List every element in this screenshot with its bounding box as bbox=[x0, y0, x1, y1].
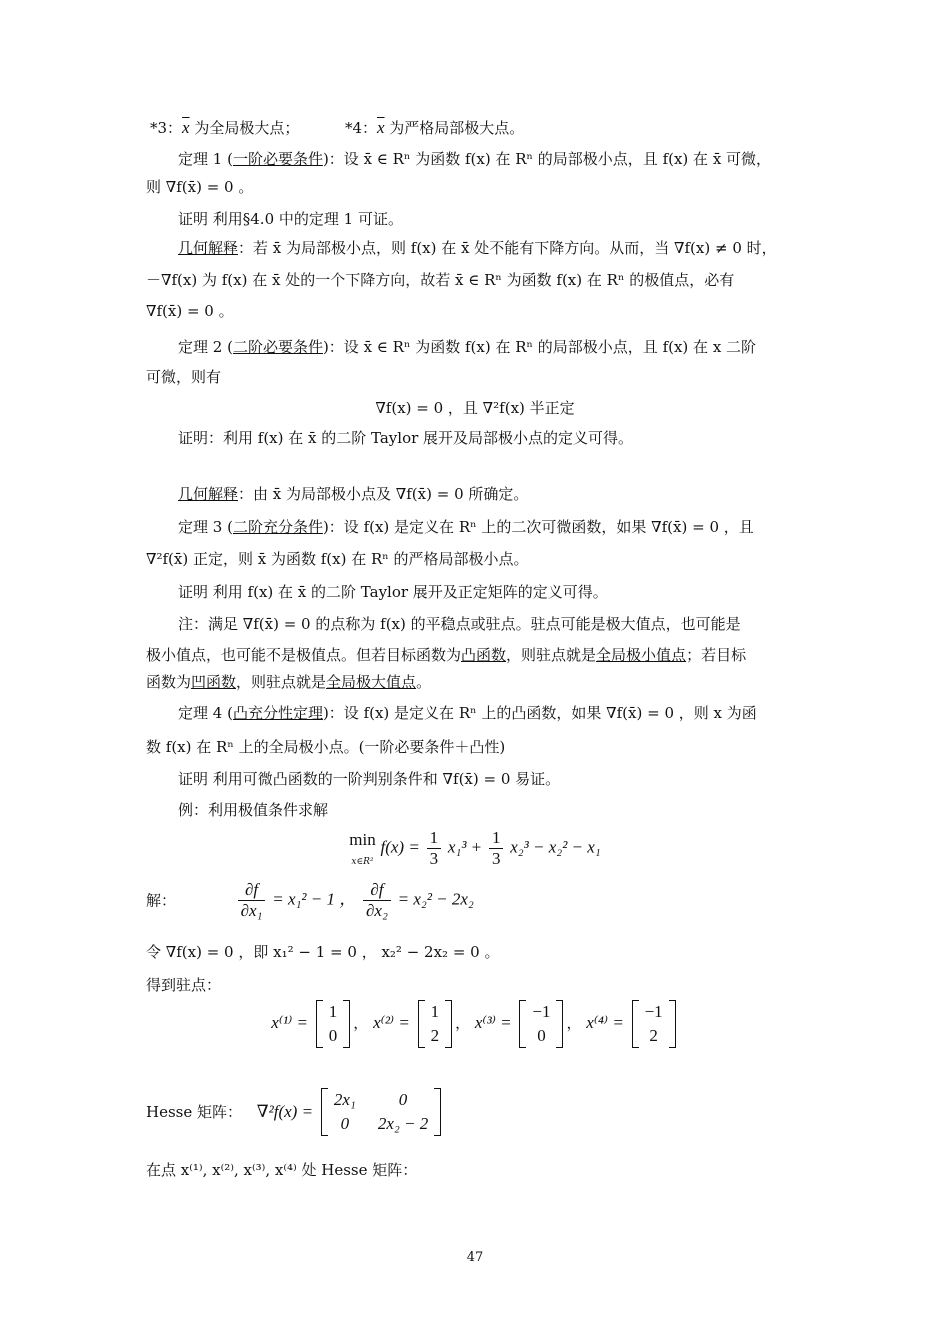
theorem-2-name: 二阶必要条件 bbox=[232, 338, 323, 356]
theorem-4: 定理 4 (凸充分性定理)：设 f(x) 是定义在 Rⁿ 上的凸函数，如果 ∇f(x̄) = 0 ，则 x 为函 bbox=[178, 704, 757, 722]
vector-x4: −1 2 bbox=[632, 1000, 676, 1048]
proof-2: 证明：利用 f(x) 在 x̄ 的二阶 Taylor 展开及局部极小点的定义可得。 bbox=[178, 429, 634, 447]
theorem-4-name: 凸充分性定理 bbox=[232, 704, 323, 722]
hesse-at-points: 在点 x⁽¹⁾, x⁽²⁾, x⁽³⁾, x⁽⁴⁾ 处 Hesse 矩阵： bbox=[146, 1161, 418, 1179]
theorem-1-name: 一阶必要条件 bbox=[232, 150, 323, 168]
hesse-matrix-line: Hesse 矩阵： ∇²f(x) = 2x₁ 0 0 2x₂ − 2 bbox=[146, 1088, 810, 1148]
geometric-interpretation-1: 几何解释：若 x̄ 为局部极小点，则 f(x) 在 x̄ 处不能有下降方向。从而，当 ∇f(x) ≠ 0 时， bbox=[178, 239, 777, 257]
hesse-matrix: 2x₁ 0 0 2x₂ − 2 bbox=[321, 1088, 441, 1136]
example-objective: min x∈R² f(x) = $\frac{1}{3}$ x₁³ + $\frac{1}{3}$ x₂³ − x₂² − x₁ bbox=[349, 828, 601, 868]
example-heading: 例：利用极值条件求解 bbox=[178, 801, 329, 819]
vector-x3: −1 0 bbox=[519, 1000, 563, 1048]
theorem-2-equation: ∇f(x) = 0 ，且 ∇²f(x) 半正定 bbox=[375, 399, 575, 417]
item-3-label: *3： bbox=[150, 119, 183, 137]
theorem-3: 定理 3 (二阶充分条件)：设 f(x) 是定义在 Rⁿ 上的二次可微函数，如果 ∇f(x̄) = 0 ，且 bbox=[178, 518, 754, 536]
geo-2-label: 几何解释 bbox=[178, 485, 239, 503]
proof-4: 证明 利用可微凸函数的一阶判别条件和 ∇f(x̄) = 0 易证。 bbox=[178, 770, 561, 788]
note-cont2: 函数为凹函数，则驻点就是全局极大值点。 bbox=[146, 673, 432, 691]
line-max-points bbox=[150, 118, 810, 138]
x-bar-symbol: $\overline{x}$ bbox=[376, 118, 385, 137]
vector-x1: 1 0 bbox=[316, 1000, 351, 1048]
geo-1-cont: －∇f(x) 为 f(x) 在 x̄ 处的一个下降方向，故若 x̄ ∈ Rⁿ 为函数 f(x) 在 Rⁿ 的极值点，必有 bbox=[146, 271, 735, 289]
note: 注：满足 ∇f(x̄) = 0 的点称为 f(x) 的平稳点或驻点。驻点可能是极大值点，也可能是 bbox=[178, 615, 741, 633]
geometric-interpretation-2: 几何解释：由 x̄ 为局部极小点及 ∇f(x̄) = 0 所确定。 bbox=[178, 485, 529, 503]
item-3-text: 为全局极大点； bbox=[189, 119, 300, 137]
solution-label: 解： bbox=[146, 891, 177, 910]
note-cont: 极小值点，也可能不是极值点。但若目标函数为凸函数，则驻点就是全局极小值点；若目标 bbox=[146, 646, 747, 664]
item-4-text: 为严格局部极大点。 bbox=[384, 119, 525, 137]
geo-1-cont2: ∇f(x̄) = 0 。 bbox=[146, 302, 234, 320]
theorem-1: 定理 1 (一阶必要条件)：设 x̄ ∈ Rⁿ 为函数 f(x) 在 Rⁿ 的局部极小点，且 f(x) 在 x̄ 可微， bbox=[178, 150, 772, 168]
theorem-4-cont: 数 f(x) 在 Rⁿ 上的全局极小点。(一阶必要条件＋凸性) bbox=[146, 738, 506, 756]
hesse-label: Hesse 矩阵： bbox=[146, 1103, 242, 1121]
theorem-1-cont: 则 ∇f(x̄) = 0 。 bbox=[146, 178, 254, 196]
x-bar-symbol: $\overline{x}$ bbox=[182, 118, 190, 137]
solution-partials: 解： $\frac{\partial f}{\text{∂x₁}}$ = x₁² − 1 ， $\frac{\partial f}{\text{∂x₂}}$ = x₂² − 2x₂ bbox=[146, 880, 474, 920]
set-gradient-zero: 令 ∇f(x) = 0 ，即 x₁² − 1 = 0 ， x₂² − 2x₂ = 0 。 bbox=[146, 943, 500, 961]
stationary-points: x⁽¹⁾ = 1 0 ， x⁽²⁾ = 1 2 ， x⁽³⁾ = −1 0 ， x⁽⁴⁾ = −1 2 bbox=[0, 1000, 950, 1048]
theorem-2-cont: 可微，则有 bbox=[146, 368, 222, 386]
theorem-3-name: 二阶充分条件 bbox=[232, 518, 323, 536]
stationary-heading: 得到驻点： bbox=[146, 976, 222, 994]
theorem-3-cont: ∇²f(x̄) 正定，则 x̄ 为函数 f(x) 在 Rⁿ 的严格局部极小点。 bbox=[146, 550, 529, 568]
vector-x2: 1 2 bbox=[418, 1000, 453, 1048]
theorem-2: 定理 2 (二阶必要条件)：设 x̄ ∈ Rⁿ 为函数 f(x) 在 Rⁿ 的局部极小点，且 f(x) 在 x 二阶 bbox=[178, 338, 757, 356]
proof-1: 证明 利用§4.0 中的定理 1 可证。 bbox=[178, 210, 403, 228]
page-number: 47 bbox=[466, 1250, 484, 1265]
proof-3: 证明 利用 f(x) 在 x̄ 的二阶 Taylor 展开及正定矩阵的定义可得。 bbox=[178, 583, 608, 601]
item-4-label: *4： bbox=[344, 119, 377, 137]
geo-1-label: 几何解释 bbox=[178, 239, 239, 257]
